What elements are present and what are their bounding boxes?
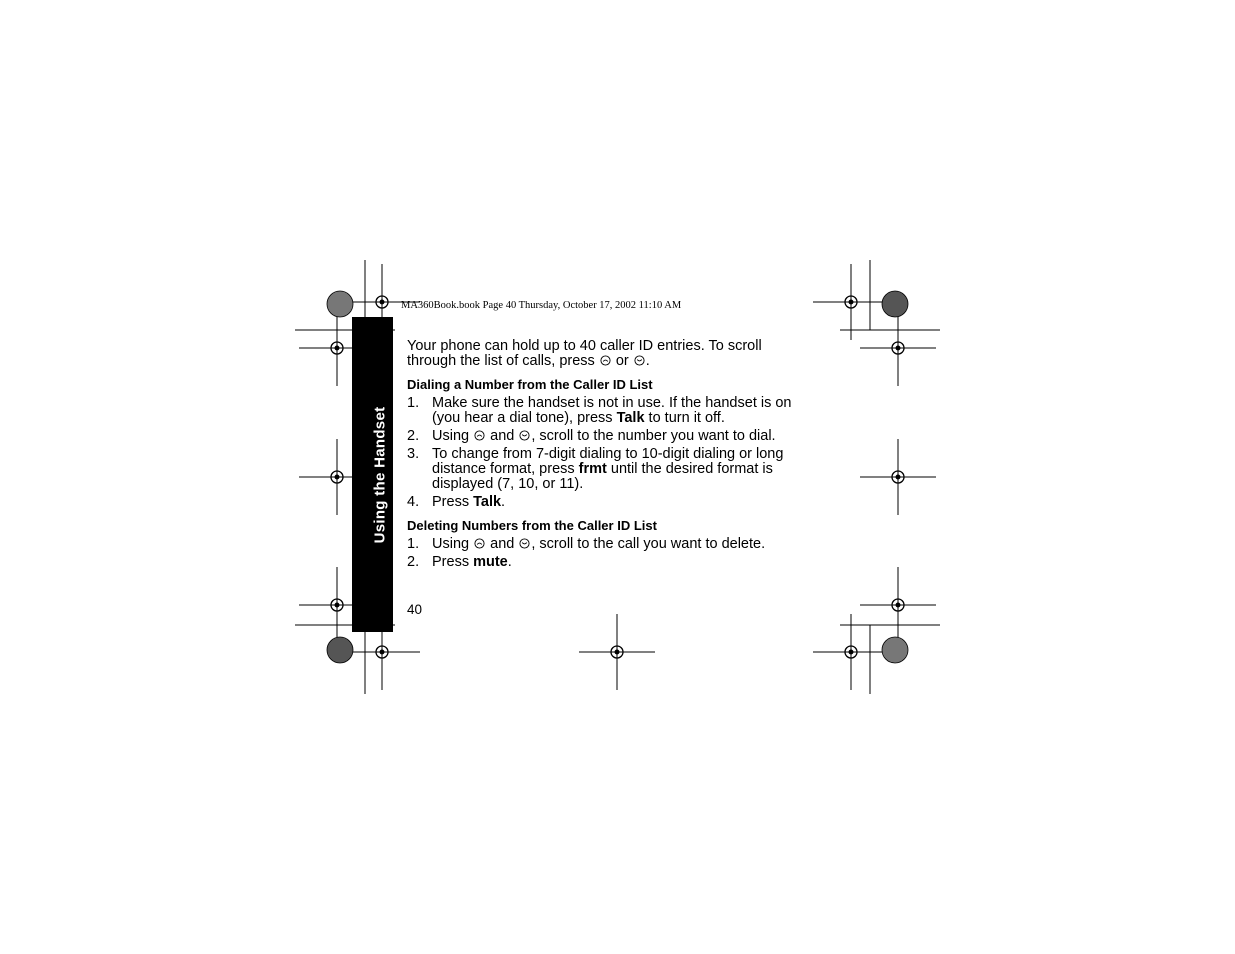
mute-key: mute [473, 554, 508, 570]
dialing-steps [407, 396, 807, 510]
list-item: 1. Make sure the handset is not in use. If the handset is on (you hear a dial tone), press Talk to turn it off. [407, 395, 792, 426]
list-item: 4. Press Talk. [407, 494, 506, 510]
scroll-up-key-icon [474, 538, 485, 549]
page-number: 40 [407, 602, 423, 617]
print-header: MA360Book.book Page 40 Thursday, October 17, 2002 11:10 AM [401, 300, 682, 311]
talk-key: Talk [473, 494, 502, 510]
scroll-down-key-icon [519, 538, 530, 549]
page-content [407, 339, 807, 573]
scroll-up-key-icon [600, 355, 611, 366]
scroll-up-key-icon [474, 430, 485, 441]
chapter-tab-label: Using the Handset [371, 406, 389, 544]
list-item: 2. Using and , scroll to the number you want to dial. [407, 428, 776, 444]
deleting-heading: Deleting Numbers from the Caller ID List [407, 518, 657, 533]
deleting-steps [407, 537, 807, 570]
list-item: 3. To change from 7-digit dialing to 10-digit dialing or long distance format, press frmt until the desired format is displayed (7, 10, or 11). [407, 446, 784, 492]
talk-key: Talk [616, 410, 645, 426]
intro-paragraph: Your phone can hold up to 40 caller ID entries. To scroll through the list of calls, press or . [407, 338, 762, 369]
dialing-heading: Dialing a Number from the Caller ID List [407, 377, 653, 392]
frmt-key: frmt [578, 461, 607, 477]
scroll-down-key-icon [634, 355, 645, 366]
list-item: 1. Using and , scroll to the call you want to delete. [407, 536, 766, 552]
list-item: 2. Press mute. [407, 554, 512, 570]
scroll-down-key-icon [519, 430, 530, 441]
